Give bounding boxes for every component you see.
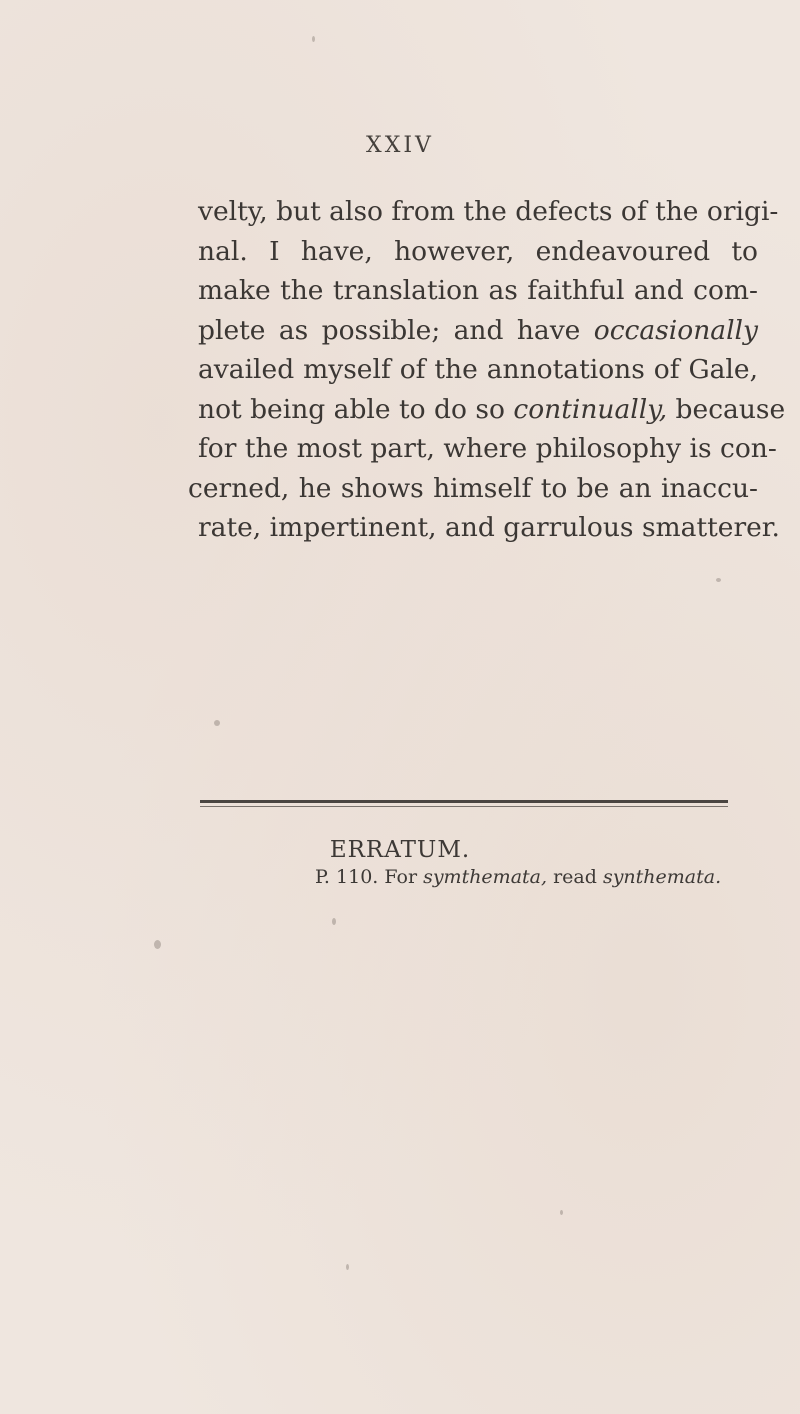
- erratum-correct-word: synthemata.: [602, 866, 722, 888]
- body-line-6-italic: continually,: [513, 393, 668, 425]
- paper-speck: [346, 1264, 349, 1270]
- body-line-5: availed myself of the annotations of Gale,: [198, 354, 758, 385]
- page-number-header: XXIV: [366, 133, 434, 158]
- paper-speck: [312, 36, 315, 42]
- body-line-6-roman-end: because: [667, 393, 786, 425]
- body-line-6: [198, 390, 786, 430]
- body-line-2: nal. I have, however, endeavoured to: [198, 235, 758, 267]
- body-line-8: cerned, he shows himself to be an inaccu-: [188, 472, 758, 504]
- body-line-7: for the most part, where philosophy is con-: [198, 433, 777, 464]
- body-line-4-roman: plete as possible; and have: [198, 314, 594, 346]
- erratum-prefix: P. 110. For: [315, 866, 424, 888]
- section-divider-thin: [200, 806, 728, 807]
- section-divider-thick: [200, 800, 728, 803]
- body-line-6-roman: not being able to do so: [198, 393, 514, 425]
- erratum-middle: read: [547, 866, 603, 888]
- body-paragraph: [188, 192, 786, 548]
- body-line-9: rate, impertinent, and garrulous smatterer.: [198, 512, 780, 543]
- body-line-1: velty, but also from the defects of the origi-: [198, 196, 779, 227]
- body-line-3: make the translation as faithful and com-: [198, 275, 758, 306]
- paper-speck: [154, 940, 161, 949]
- paper-speck: [560, 1210, 563, 1215]
- erratum-title: ERRATUM.: [329, 837, 471, 863]
- erratum-wrong-word: symthemata,: [423, 866, 548, 888]
- paper-speck: [214, 720, 220, 726]
- paper-speck: [716, 578, 721, 582]
- body-line-4: [198, 311, 758, 351]
- erratum-line: [315, 866, 721, 888]
- paper-speck: [332, 918, 336, 925]
- body-line-4-italic: occasionally: [593, 314, 758, 346]
